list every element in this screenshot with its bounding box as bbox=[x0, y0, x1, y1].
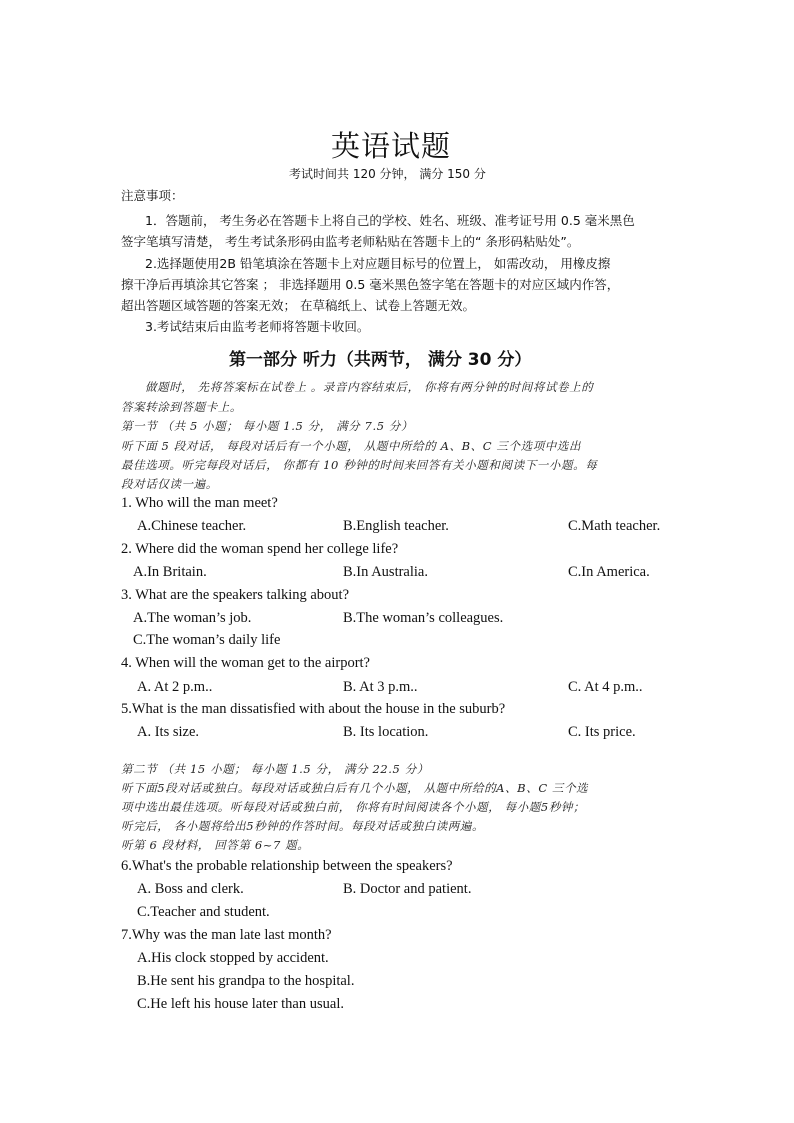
option-a: A.His clock stopped by accident. bbox=[137, 950, 329, 966]
option-b: B. Doctor and patient. bbox=[343, 881, 472, 897]
section2-instruction-line: 听下面5段对话或独白。每段对话或独白后有几个小题， 从题中所给的A、B、C 三个选 bbox=[121, 781, 589, 795]
section1-heading: 第一节 （共 5 小题； 每小题 1.5 分， 满分 7.5 分） bbox=[121, 419, 414, 433]
option-b: B.English teacher. bbox=[343, 518, 449, 534]
option-a: A.Chinese teacher. bbox=[137, 518, 247, 534]
option-b: B. At 3 p.m.. bbox=[343, 679, 418, 695]
question-stem: 2. Where did the woman spend her college life? bbox=[121, 541, 399, 557]
option-b: B.In Australia. bbox=[343, 564, 428, 580]
option-c: C.He left his house later than usual. bbox=[137, 996, 344, 1012]
option-b: B.The woman’s colleagues. bbox=[343, 610, 504, 626]
question-stem: 7.Why was the man late last month? bbox=[121, 927, 332, 943]
part1-heading: 第一部分 听力（共两节， 满分 30 分） bbox=[229, 350, 532, 370]
question-stem: 3. What are the speakers talking about? bbox=[121, 587, 350, 603]
page-title: 英语试题 bbox=[331, 129, 452, 163]
option-c: C.The woman’s daily life bbox=[133, 632, 281, 648]
section1-instruction-line: 段对话仅读一遍。 bbox=[121, 477, 218, 491]
option-c: C. At 4 p.m.. bbox=[568, 679, 643, 695]
option-b: B.He sent his grandpa to the hospital. bbox=[137, 973, 355, 989]
option-a: A.In Britain. bbox=[133, 564, 207, 580]
option-a: A. At 2 p.m.. bbox=[137, 679, 213, 695]
question-stem: 5.What is the man dissatisfied with about the house in the suburb? bbox=[121, 701, 506, 717]
section1-instruction-line: 听下面 5 段对话， 每段对话后有一个小题， 从题中所给的 A、B、C 三个选项中选出 bbox=[121, 439, 582, 453]
section2-subheading: 听第 6 段材料， 回答第 6~7 题。 bbox=[121, 838, 310, 852]
note-line: 3.考试结束后由监考老师将答题卡收回。 bbox=[145, 319, 370, 334]
section2-instruction-line: 项中选出最佳选项。听每段对话或独白前， 你将有时间阅读各个小题， 每小题5秒钟； bbox=[121, 800, 586, 814]
section2-instruction-line: 听完后， 各小题将给出5秒钟的作答时间。每段对话或独白读两遍。 bbox=[121, 819, 485, 833]
option-a: A. Its size. bbox=[137, 724, 200, 740]
option-a: A.The woman’s job. bbox=[133, 610, 252, 626]
part1-intro-line: 答案转涂到答题卡上。 bbox=[121, 400, 242, 414]
option-c: C. Its price. bbox=[568, 724, 636, 740]
option-a: A. Boss and clerk. bbox=[137, 881, 244, 897]
question-stem: 4. When will the woman get to the airport? bbox=[121, 655, 370, 671]
option-b: B. Its location. bbox=[343, 724, 429, 740]
section1-instruction-line: 最佳选项。听完每段对话后， 你都有 10 秒钟的时间来回答有关小题和阅读下一小题。每 bbox=[121, 458, 598, 472]
note-line: 擦干净后再填涂其它答案 ； 非选择题用 0.5 毫米黑色签字笔在答题卡的对应区域内作答， bbox=[121, 277, 620, 292]
part1-intro-line: 做题时， 先将答案标在试卷上 。录音内容结束后， 你将有两分钟的时间将试卷上的 bbox=[145, 380, 594, 394]
notes-heading: 注意事项： bbox=[121, 188, 184, 203]
note-line: 2.选择题使用2B 铅笔填涂在答题卡上对应题目标号的位置上， 如需改动， 用橡皮擦 bbox=[145, 256, 611, 271]
note-line: 超出答题区域答题的答案无效； 在草稿纸上、试卷上答题无效。 bbox=[121, 298, 475, 313]
option-c: C.Teacher and student. bbox=[137, 904, 270, 920]
note-line: 1．答题前， 考生务必在答题卡上将自己的学校、姓名、班级、准考证号用 0.5 毫米黑色 bbox=[145, 213, 635, 228]
question-stem: 6.What's the probable relationship between the speakers? bbox=[121, 858, 453, 874]
option-c: C.In America. bbox=[568, 564, 650, 580]
exam-time-subtitle: 考试时间共 120 分钟， 满分 150 分 bbox=[289, 167, 486, 181]
note-line: 签字笔填写清楚， 考生考试条形码由监考老师粘贴在答题卡上的“ 条形码粘贴处”。 bbox=[121, 234, 580, 249]
question-stem: 1. Who will the man meet? bbox=[121, 495, 278, 511]
section2-heading: 第二节 （共 15 小题； 每小题 1.5 分， 满分 22.5 分） bbox=[121, 762, 429, 776]
option-c: C.Math teacher. bbox=[568, 518, 661, 534]
